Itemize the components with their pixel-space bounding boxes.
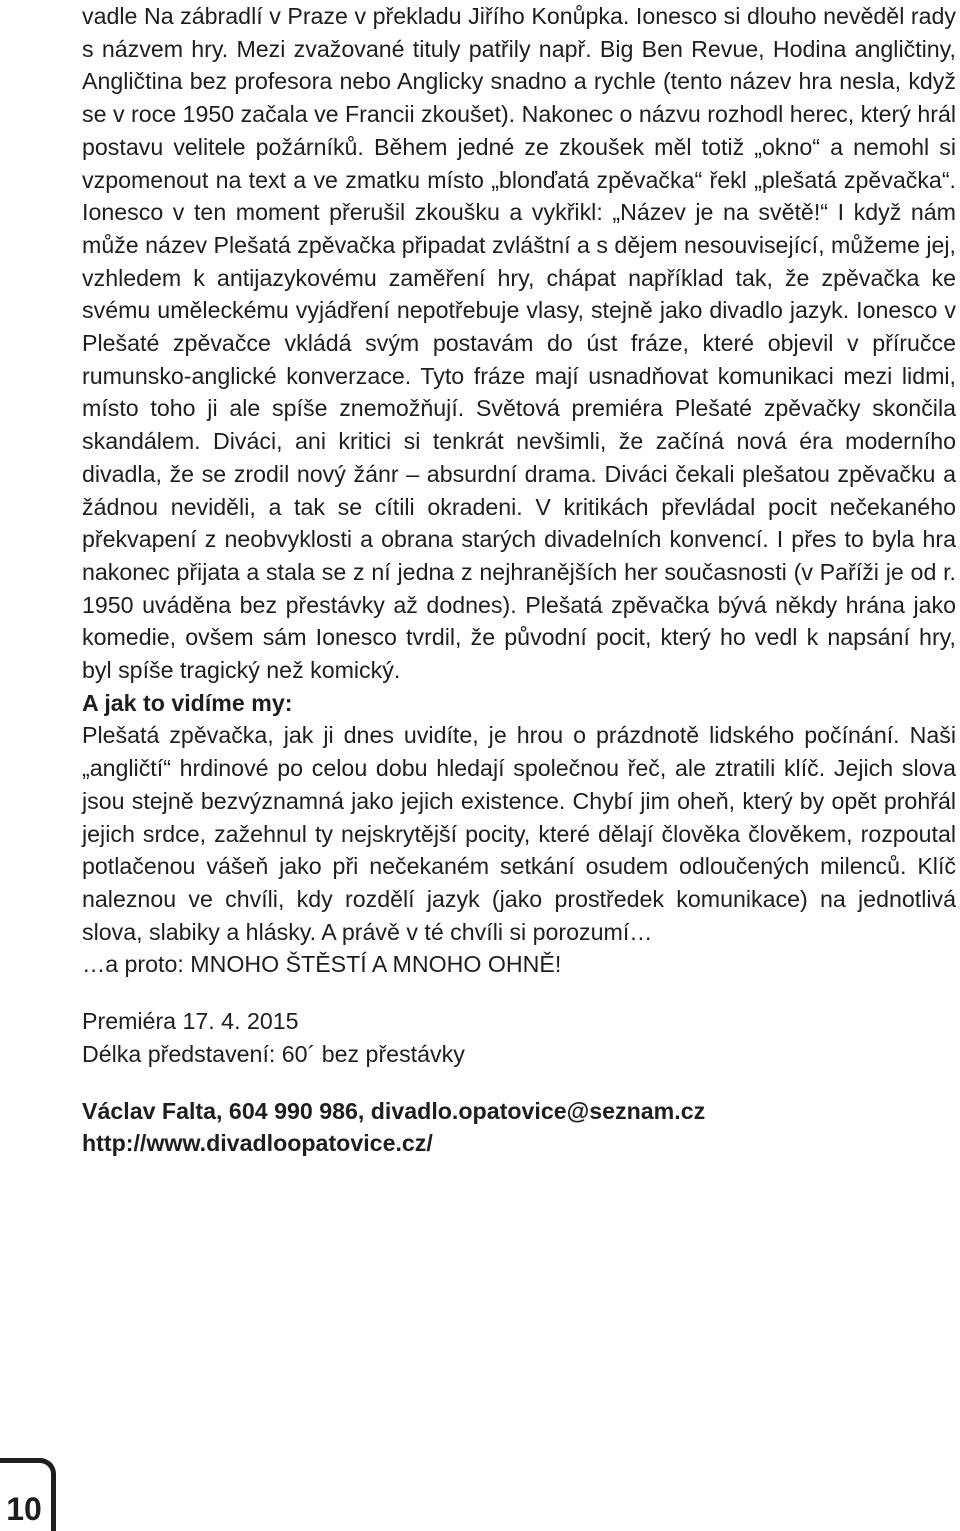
body-paragraph-interpretation: Plešatá zpěvačka, jak ji dnes uvidíte, je hrou o prázdnotě lidského počínání. Naši „angličtí“ hrdinové po celou dobu hledají společnou řeč, ale ztratili klíč. Jejich slova jsou stejně bezvýznamná jako jejich existence. Chybí jim oheň, který by opět prohřál jejich srdce, zažehnul ty nejskrytější pocity, které dělají člověka člověkem, rozpoutal potlačenou vášeň jako při nečekaném setkání osudem odloučených milenců. Klíč naleznou ve chvíli, kdy rozdělí jazyk (jako prostředek komunikace) na jednotlivá slova, slabiky a hlásky. A právě v té chvíli si porozumí… <box>82 722 956 945</box>
premiere-date: Premiéra 17. 4. 2015 <box>82 1008 299 1035</box>
performance-duration: Délka představení: 60´ bez přestávky <box>82 1040 465 1067</box>
page-number-tab <box>0 1458 56 1531</box>
page-text-column <box>82 0 956 1160</box>
contact-block <box>82 1095 956 1160</box>
body-paragraph-history: vadle Na zábradlí v Praze v překladu Jiřího Konůpka. Ionesco si dlouho nevěděl rady s názvem hry. Mezi zvažované tituly patřily např. Big Ben Revue, Hodina angličtiny, Angličtina bez profesora nebo Anglicky snadno a rychle (tento název hra nesla, když se v roce 1950 začala ve Francii zkoušet). Nakonec o názvu rozhodl herec, který hrál postavu velitele požárníků. Během jedné ze zkoušek měl totiž „okno“ a nemohl si vzpomenout na text a ve zmatku místo „blonďatá zpěvačka“ řekl „plešatá zpěvačka“. Ionesco v ten moment přerušil zkoušku a vykřikl: „Název je na světě!“ I když nám může název Plešatá zpěvačka připadat zvláštní a s dějem nesouvisející, můžeme jej, vzhledem k antijazykovému zaměření hry, chápat například tak, že zpěvačka ke svému uměleckému vyjádření nepotřebuje vlasy, stejně jako divadlo jazyk. Ionesco v Plešaté zpěvačce vkládá svým postavám do úst fráze, které objevil v příručce rumunsko-anglické konverzace. Tyto fráze mají usnadňovat komunikaci mezi lidmi, místo toho ji ale spíše znemožňují. Světová premiéra Plešaté zpěvačky skončila skandálem. Diváci, ani kritici si tenkrát nevšimli, že začíná nová éra moderního divadla, že se zrodil nový žánr – absurdní drama. Diváci čekali plešatou zpěvačku a žádnou neviděli, a tak se cítili okradeni. V kritikách převládal pocit nečekaného překvapení z neobvyklosti a obrana starých divadelních konvencí. I přes to byla hra nakonec přijata a stala se z ní jedna z nejhranějších her současnosti (v Paříži je od r. 1950 uváděna bez přestávky až dodnes). Plešatá zpěvačka bývá někdy hrána jako komedie, ovšem sám Ionesco tvrdil, že původní pocit, který ho vedl k napsání hry, byl spíše tragický než komický. <box>82 3 956 684</box>
performance-info <box>82 1005 956 1070</box>
contact-line: Václav Falta, 604 990 986, divadlo.opatovice@seznam.cz <box>82 1097 706 1124</box>
page-number: 10 <box>6 1491 42 1527</box>
closing-line: …a proto: MNOHO ŠTĚSTÍ A MNOHO OHNĚ! <box>82 951 562 978</box>
website-link[interactable]: http://www.divadloopatovice.cz/ <box>82 1130 433 1157</box>
section-heading: A jak to vidíme my: <box>82 689 293 716</box>
